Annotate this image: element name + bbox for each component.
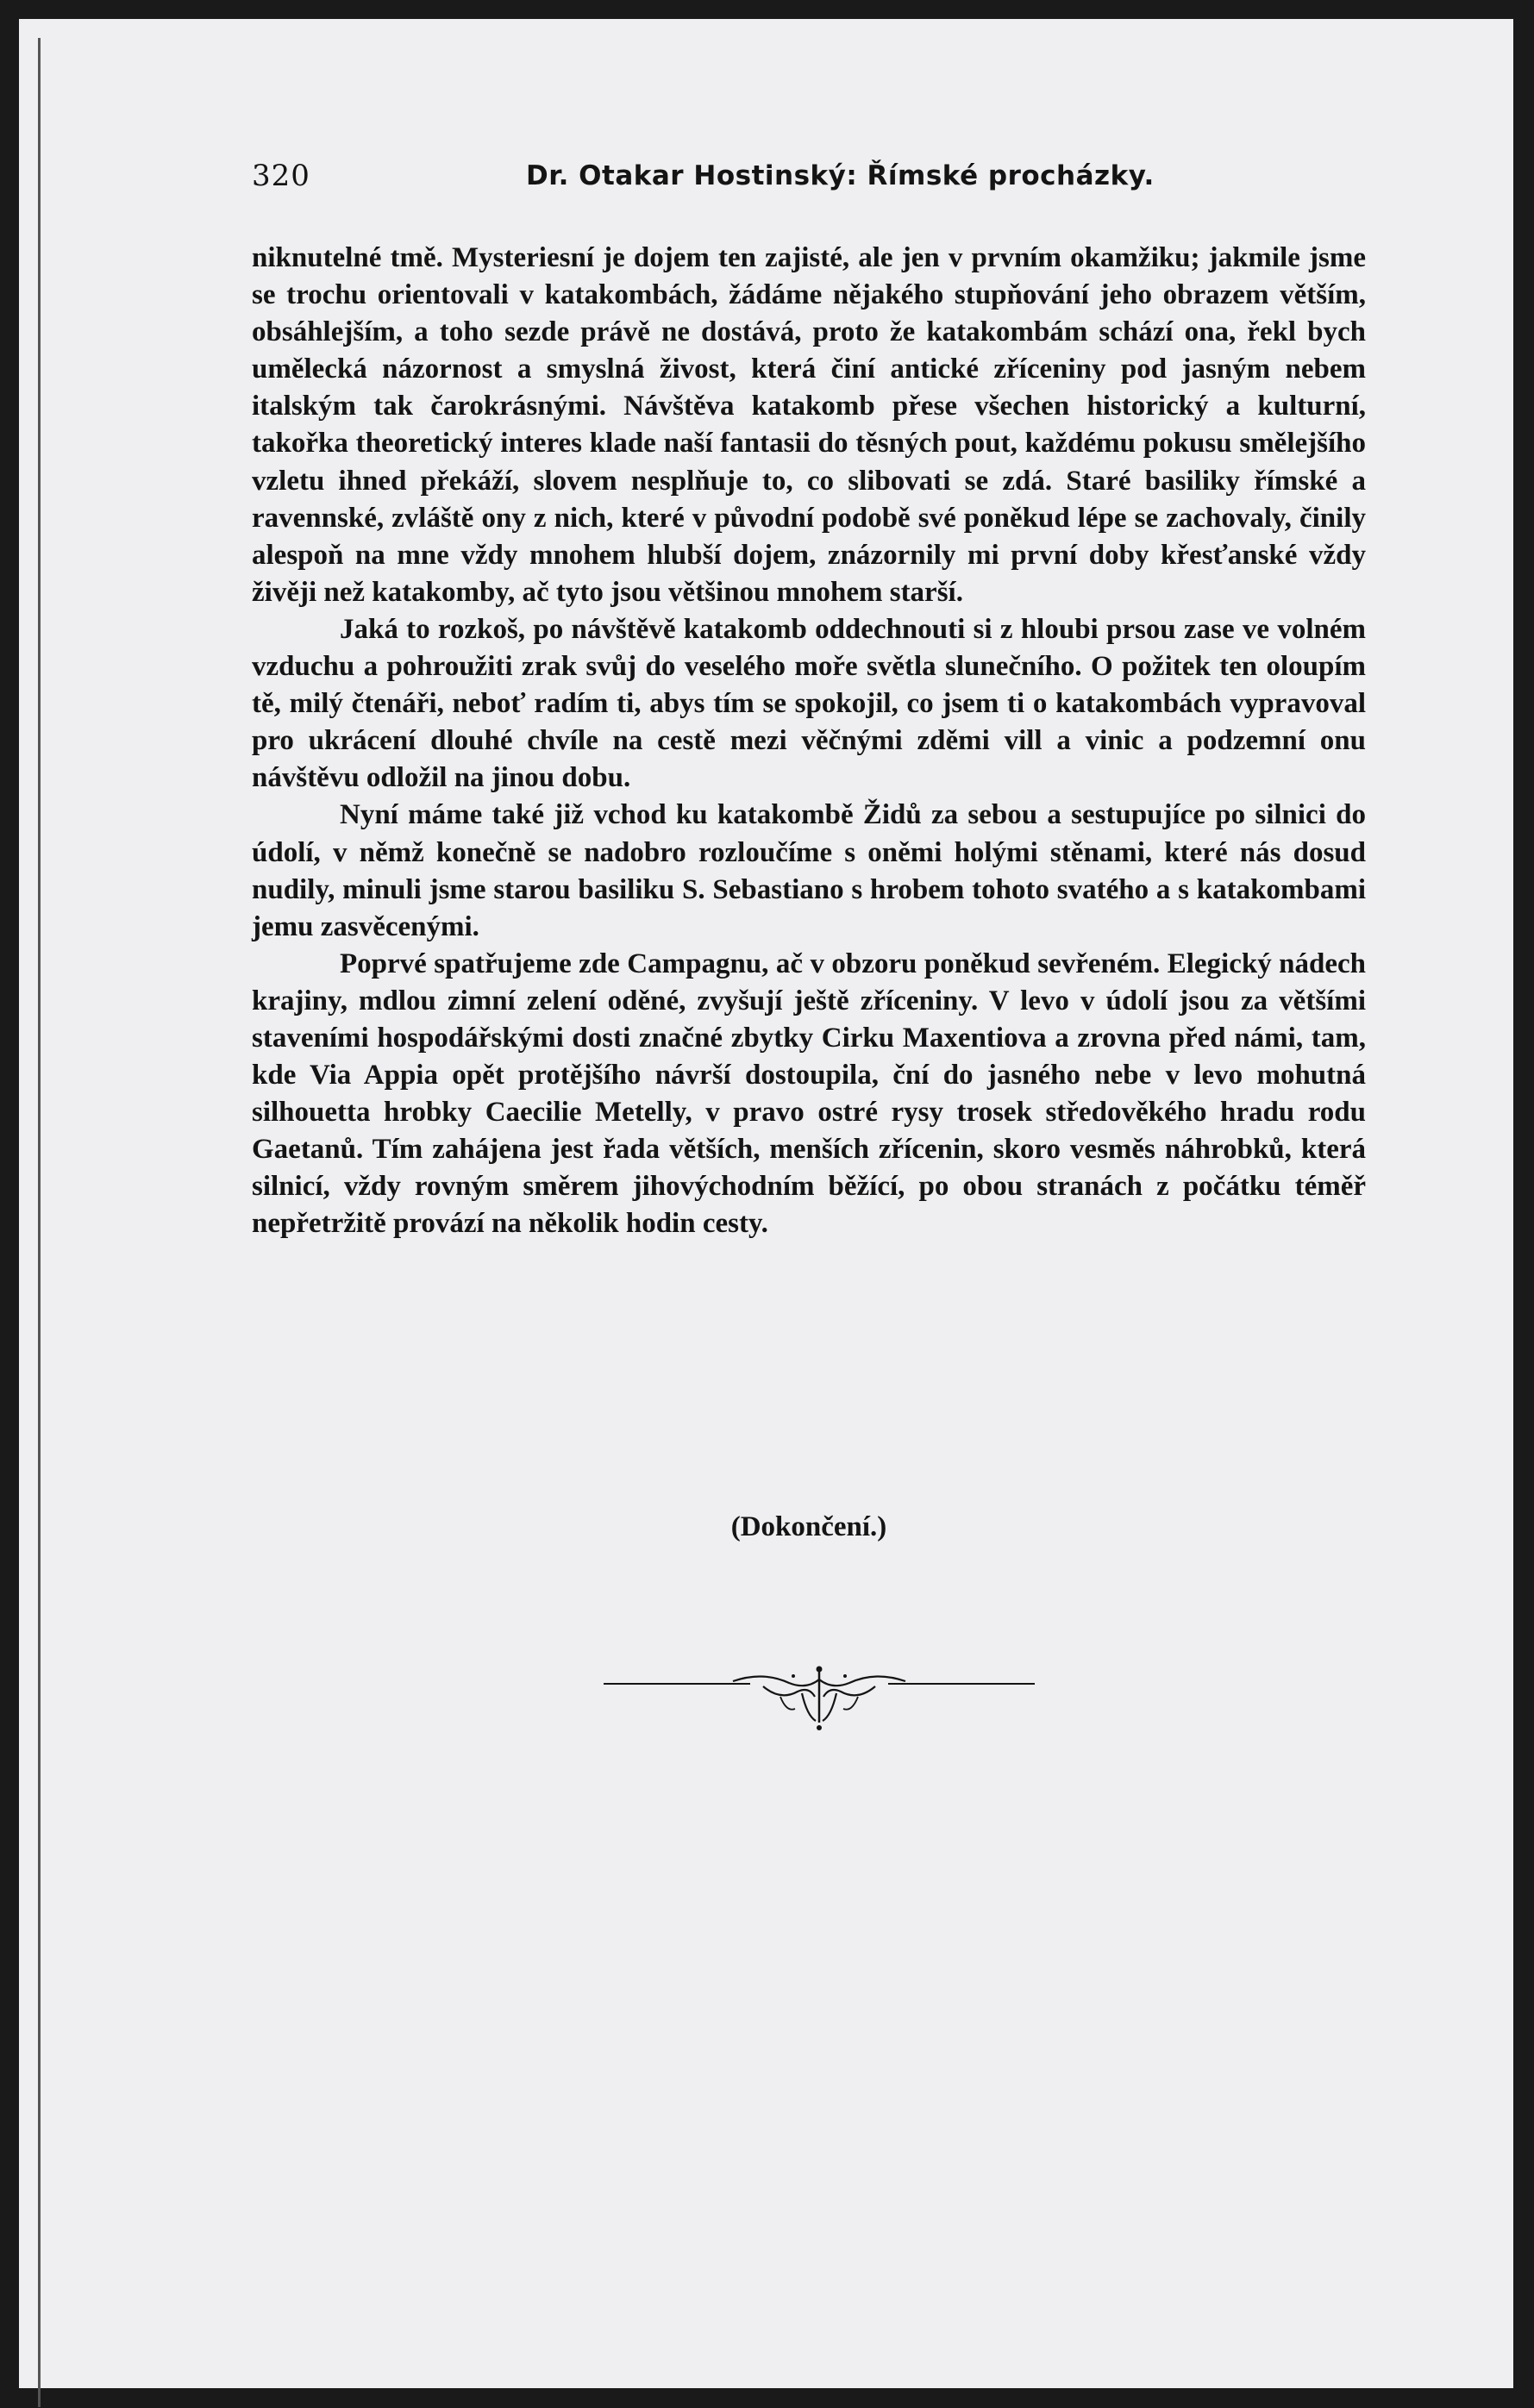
paragraph: Nyní máme také již vchod ku katakombě Židů za sebou a sestupujíce po silnici do údolí, v němž konečně se nadobro rozloučíme s oněmi holými stěnami, které nás dosud nudily, minuli jsme starou basiliku S. Sebastiano s hrobem tohoto svatého a s katakombami jemu zasvěcenými. bbox=[252, 799, 1366, 942]
page-number: 320 bbox=[252, 159, 310, 193]
page-binding-edge bbox=[38, 38, 41, 2407]
running-title: Dr. Otakar Hostinský: Římské procházky. bbox=[526, 160, 1155, 191]
paragraph: Poprvé spatřujeme zde Campagnu, ač v obzoru poněkud sevřeném. Elegický nádech krajiny, mdlou zimní zelení oděné, zvyšují ještě zříceniny. V levo v údolí jsou za většími staveními hospodářskými dosti značné zbytky Cirku Maxentiova a zrovna před námi, tam, kde Via Appia opět protějšího návrší dostoupila, ční do jasného nebe v levo mohutná silhouetta hrobky Caecilie Metelly, v pravo ostré rysy trosek středověkého hradu rodu Gaetanů. Tím zahájena jest řada větších, menších zřícenin, skoro vesměs náhrobků, která silnicí, vždy rovným směrem jihovýchodním běžící, po obou stranách z počátku téměř nepřetržitě provází na několik hodin cesty. bbox=[252, 948, 1366, 1240]
document-page bbox=[19, 19, 1513, 2388]
page-header bbox=[252, 155, 1366, 207]
body-text bbox=[252, 240, 1366, 1243]
closing-note: (Dokončení.) bbox=[730, 1511, 887, 1542]
paragraph: Jaká to rozkoš, po návštěvě katakomb oddechnouti si z hloubi prsou zase ve volném vzduchu a pohroužiti zrak svůj do veselého moře světla slunečního. O požitek ten oloupím tě, milý čtenáři, neboť radím ti, abys tím se spokojil, co jsem ti o katakombách vypravoval pro ukrácení dlouhé chvíle na cestě mezi věčnými zděmi vill a vinic a podzemní onu návštěvu odložil na jinou dobu. bbox=[252, 613, 1366, 794]
paragraph: niknutelné tmě. Mysteriesní je dojem ten zajisté, ale jen v prvním okamžiku; jakmile jsme se trochu orientovali v katakombách, žádáme nějakého stupňování jeho obrazem větším, obsáhlejším, a toho sezde právě ne dostává, proto že katakombám schází ona, řekl bych umělecká názornost a smyslná živost, která činí antické zříceniny pod jasným nebem italským tak čarokrásnými. Návštěva katakomb přese všechen historický a kulturní, takořka theoretický interes klade naší fantasii do těsných pout, každému pokusu smělejšího vzletu ihned překáží, slovem nesplňuje to, co slibovati se zdá. Staré basiliky římské a ravennské, zvláště ony z nich, které v původní podobě své poněkud lépe se zachovaly, činily alespoň na mne vždy mnohem hlubší dojem, znázornily mi první doby křesťanské vždy živěji než katakomby, ač tyto jsou většinou mnohem starší. bbox=[252, 242, 1366, 608]
decorative-ornament bbox=[604, 1636, 1035, 1731]
